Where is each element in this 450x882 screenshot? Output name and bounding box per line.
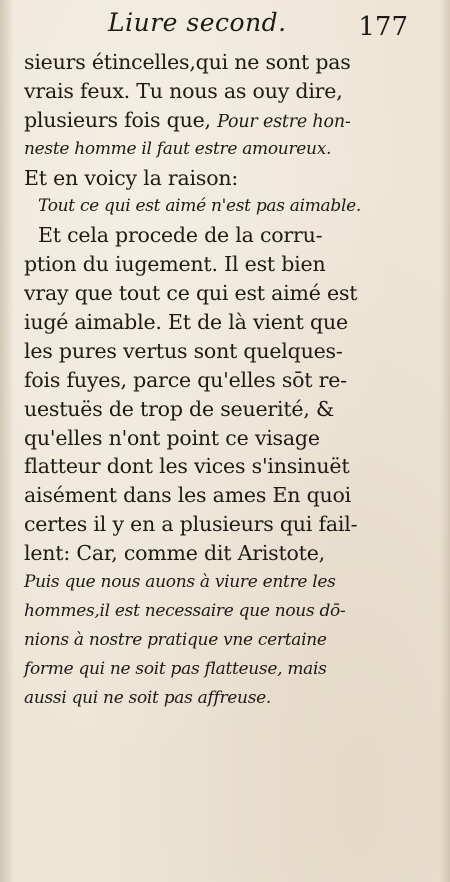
- text-line: [24, 192, 432, 221]
- text-line: [24, 395, 432, 424]
- running-head: Liure second.: [108, 8, 287, 37]
- text-line: [24, 366, 432, 395]
- text-line: [24, 684, 432, 713]
- text-line-content: vrais feux. Tu nous as ouy dire,: [24, 78, 343, 103]
- page-edge: [440, 0, 450, 882]
- text-line-content: ption du iugement. Il est bien: [24, 252, 326, 277]
- text-body: [24, 48, 432, 712]
- text-line: [24, 164, 432, 193]
- text-line: [24, 481, 432, 510]
- text-line-content: les pures vertus sont quelques-: [24, 338, 343, 363]
- text-line: [24, 510, 432, 539]
- text-line-content: uestuës de trop de seuerité, &: [24, 396, 335, 421]
- text-line-content: aisément dans les ames En quoi: [24, 483, 352, 508]
- text-line-content: hommes,il est necessaire que nous dō-: [24, 600, 346, 621]
- text-line: [24, 77, 432, 106]
- text-line-italic-tail: Pour estre hon-: [217, 111, 351, 132]
- text-line: [24, 250, 432, 279]
- text-line-content: certes il y en a plusieurs qui fail-: [24, 512, 358, 537]
- text-line-content: Et en voicy la raison:: [24, 165, 239, 190]
- text-line: [24, 539, 432, 568]
- text-line: [24, 135, 432, 164]
- text-line: [24, 106, 432, 135]
- text-line-content: lent: Car, comme dit Aristote,: [24, 541, 325, 566]
- page-header: [108, 8, 408, 44]
- text-line-content: forme qui ne soit pas flatteuse, mais: [24, 658, 327, 679]
- text-line: [24, 568, 432, 597]
- text-line: [24, 337, 432, 366]
- text-line-content: qu'elles n'ont point ce visage: [24, 425, 320, 450]
- text-line: [24, 655, 432, 684]
- text-line-content: neste homme il faut estre amoureux.: [24, 138, 332, 159]
- text-line: [24, 48, 432, 77]
- text-line-content: aussi qui ne soit pas affreuse.: [24, 687, 271, 708]
- page-number: 177: [358, 12, 408, 42]
- text-line: [24, 452, 432, 481]
- text-line: [24, 626, 432, 655]
- text-line-content: iugé aimable. Et de là vient que: [24, 310, 348, 335]
- text-line-content: flatteur dont les vices s'insinuët: [24, 454, 350, 479]
- text-line-content: Tout ce qui est aimé n'est pas aimable.: [38, 196, 361, 217]
- text-line-content: sieurs étincelles,qui ne sont pas: [24, 50, 351, 74]
- spine-shadow: [0, 0, 14, 882]
- text-line-content: plusieurs fois que,: [24, 107, 218, 132]
- text-line: [24, 597, 432, 626]
- text-line: [24, 279, 432, 308]
- text-line-content: Puis que nous auons à viure entre les: [24, 572, 336, 593]
- text-line-content: Et cela procede de la corru-: [38, 223, 323, 248]
- text-line-content: vray que tout ce qui est aimé est: [24, 281, 358, 306]
- text-line: [24, 308, 432, 337]
- text-line: [24, 221, 432, 250]
- text-line: [24, 424, 432, 453]
- text-line-content: nions à nostre pratique vne certaine: [24, 629, 327, 650]
- text-line-content: fois fuyes, parce qu'elles sōt re-: [24, 367, 347, 392]
